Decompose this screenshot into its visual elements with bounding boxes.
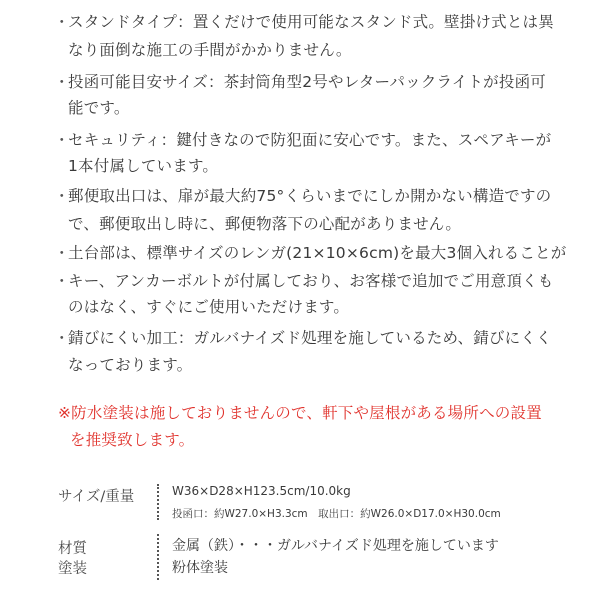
bullet: ・ <box>54 329 70 347</box>
feature-text: 1本付属しています。 <box>68 157 219 175</box>
size-label: サイズ/重量 <box>58 489 135 505</box>
feature-text: なり面倒な施工の手間がかかりません。 <box>68 41 352 59</box>
feature-text: 能です。 <box>68 99 130 117</box>
notice-line: ※防水塗装は施しておりませんので、軒下や屋根がある場所への設置 <box>58 404 542 422</box>
notice-line: を推奨致します。 <box>70 431 195 449</box>
material-value: 金属（鉄）・・・ガルバナイズド処理を施しています <box>172 538 499 554</box>
spec-divider <box>157 534 159 580</box>
coating-value: 粉体塗装 <box>172 560 228 576</box>
spec-divider <box>157 484 159 520</box>
feature-text: キー、アンカーボルトが付属しており、お客様で追加でご用意頂くも <box>68 272 554 290</box>
bullet: ・ <box>54 187 70 205</box>
bullet: ・ <box>54 131 70 149</box>
bullet: ・ <box>54 13 70 31</box>
size-value: W36×D28×H123.5cm/10.0kg <box>172 484 351 498</box>
feature-text: セキュリティ：鍵付きなので防犯面に安心です。また、スペアキーが <box>68 131 552 149</box>
feature-text: 郵便取出口は、扉が最大約75°くらいまでにしか開かない構造ですの <box>68 187 552 205</box>
feature-text: のはなく、すぐにご使用いただけます。 <box>68 298 350 316</box>
feature-text: で、郵便取出し時に、郵便物落下の心配がありません。 <box>68 215 462 233</box>
feature-text: なっております。 <box>68 356 193 374</box>
bullet: ・ <box>54 272 70 290</box>
feature-text: 投函可能目安サイズ：茶封筒角型2号やレターパックライトが投函可 <box>68 73 546 91</box>
feature-text: 土台部は、標準サイズのレンガ(21×10×6cm)を最大3個入れることが <box>68 244 567 262</box>
openings-value: 投函口：約W27.0×H3.3cm 取出口：約W26.0×D17.0×H30.0cm <box>172 508 501 520</box>
bullet: ・ <box>54 73 70 91</box>
bullet: ・ <box>54 244 70 262</box>
feature-text: スタンドタイプ：置くだけで使用可能なスタンド式。壁掛け式とは異 <box>68 13 554 31</box>
feature-text: 錆びにくい加工：ガルバナイズド処理を施しているため、錆びにくく <box>68 329 552 347</box>
coating-label: 塗装 <box>58 561 87 577</box>
material-label: 材質 <box>58 541 87 557</box>
